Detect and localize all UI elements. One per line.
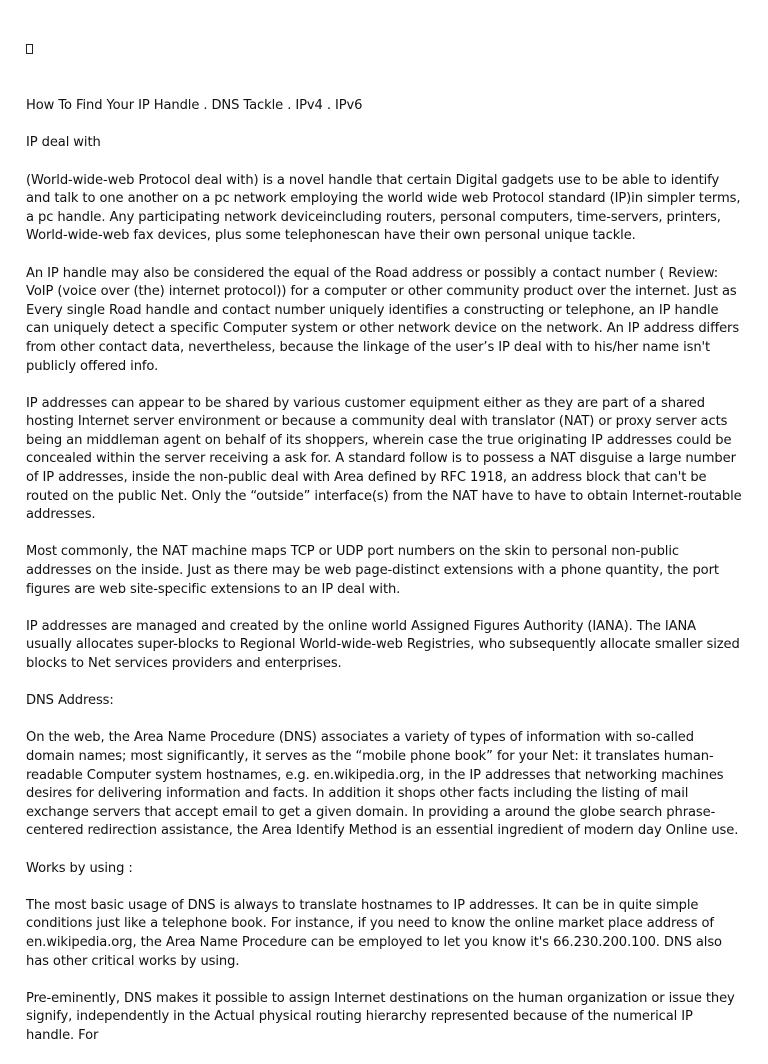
placeholder-glyph [26,44,744,79]
paragraph-ip-shared: IP addresses can appear to be shared by various customer equipment either as they are part of a shared hosting Internet server environment or because a community deal with translator (NAT) or proxy server acts being an middleman agent on behalf of its shoppers, wherein case the true originating IP addresses could be concealed within the server receiving a ask for. A standard follow is to possess a NAT disguise a large number of IP addresses, inside the non-public deal with Area defined by RFC 1918, an address block that can't be routed on the public Net. Only the “outside” interface(s) from the NAT have to have to obtain Internet-routable addresses. [26,395,742,523]
heading-ip-address: IP deal with [26,135,101,151]
paragraph-nat-ports: Most commonly, the NAT machine maps TCP or UDP port numbers on the skin to personal non-public addresses on the inside. Just as there may be web page-distinct extensions with a phone quantity, the port figures are web site-specific extensions to an IP deal with. [26,544,719,597]
paragraph-dns-basic-usage: The most basic usage of DNS is always to translate hostnames to IP addresses. It can be in quite simple conditions just like a telephone book. For instance, if you need to know the online market place address of en.wikipedia.org, the Area Name Procedure can be employed to let you know it's 66.230.200.100. DNS also has other critical works by using. [26,897,722,969]
paragraph-ip-road-address: An IP handle may also be considered the equal of the Road address or possibly a contact number ( Review: VoIP (voice over (the) internet protocol)) for a computer or other community product over the internet. Just as Every single Road handle and contact number uniquely identifies a constructing or telephone, an IP handle can uniquely detect a specific Computer system or other network device on the network. An IP address differs from other contact data, nevertheless, because the linkage of the user’s IP deal with to his/her name isn't publicly offered info. [26,265,740,374]
paragraph-dns-pre-eminently: Pre-eminently, DNS makes it possible to assign Internet destinations on the human organization or issue they signify, independently in the Actual physical routing hierarchy represented because of the numerical IP handle. For [26,990,735,1043]
document-title: How To Find Your IP Handle . DNS Tackle . IPv4 . IPv6 [26,98,363,114]
paragraph-dns: On the web, the Area Name Procedure (DNS) associates a variety of types of information with so-called domain names; most significantly, it serves as the “mobile phone book” for your Net: it translates human-readable Computer system hostnames, e.g. en.wikipedia.org, in the IP addresses that networking machines desires for delivering information and facts. In addition it shops other facts including the listing of mail exchange servers that accept email to get a given domain. In providing a around the globe search phrase-centered redirection assistance, the Area Identify Method is an essential ingredient of modern day Online use. [26,730,739,839]
missing-glyph-icon [26,44,33,54]
paragraph-ip-definition: (World-wide-web Protocol deal with) is a novel handle that certain Digital gadgets use to be able to identify and talk to one another on a pc network employing the world wide web Protocol standard (IP)in simpler terms, a pc handle. Any participating network deviceincluding routers, personal computers, time-servers, printers, World-wide-web fax devices, plus some telephonescan have their own personal unique tackle. [26,172,741,244]
paragraph-iana: IP addresses are managed and created by the online world Assigned Figures Authority (IANA). The IANA usually allocates super-blocks to Regional World-wide-web Registries, who subsequently allocate smaller sized blocks to Net services providers and enterprises. [26,618,740,671]
heading-works-by-using: Works by using : [26,860,133,876]
heading-dns-address: DNS Address: [26,693,114,709]
document-body [26,44,744,1064]
